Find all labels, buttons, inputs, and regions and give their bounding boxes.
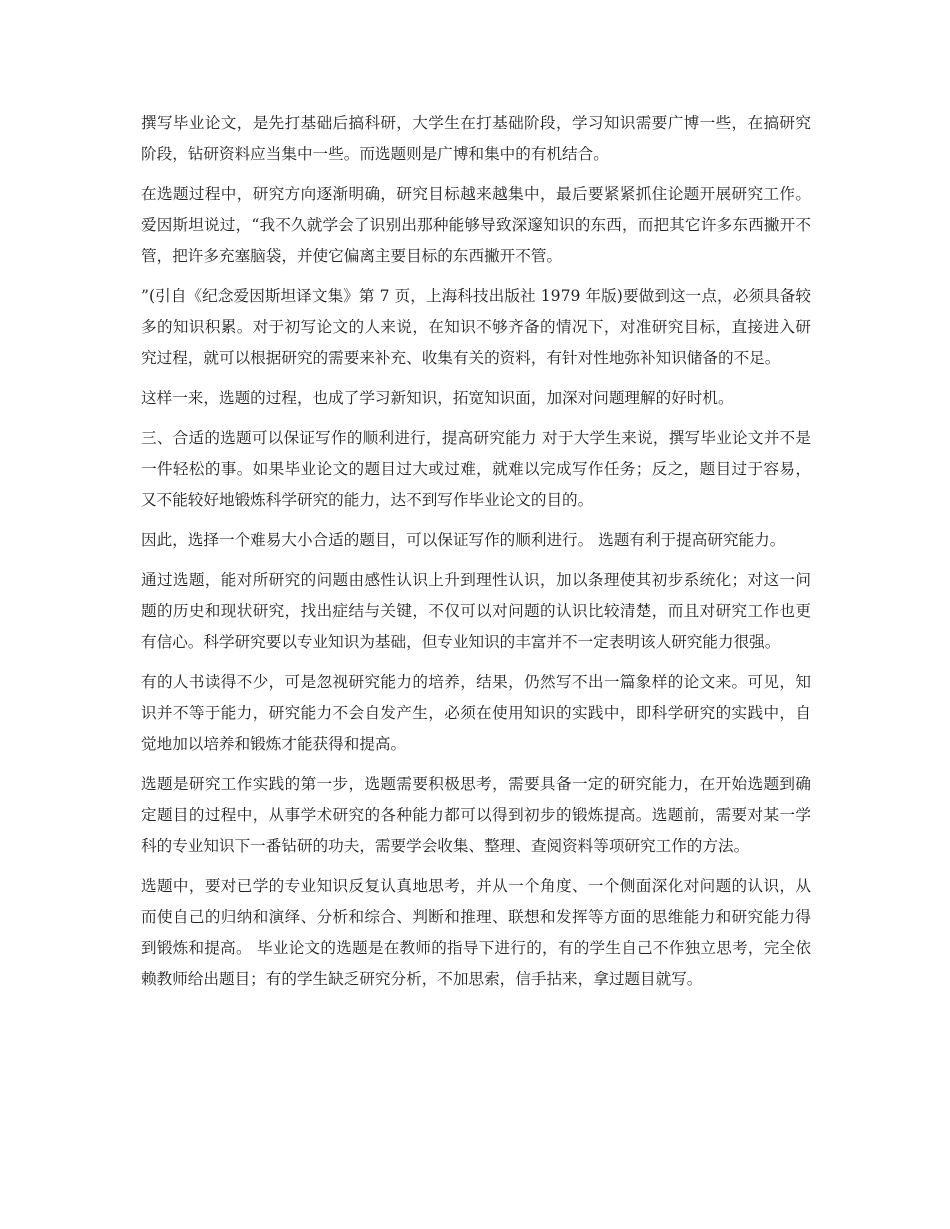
paragraph-2: 在选题过程中，研究方向逐渐明确，研究目标越来越集中，最后要紧紧抓住论题开展研究工作。爱因斯坦说过，“我不久就学会了识别出那种能够导致深邃知识的东西，而把其它许多东西撇开不管，把许多充塞脑袋，并使它偏离主要目标的东西撇开不管。	[141, 185, 811, 265]
paragraph-10: 选题中，要对已学的专业知识反复认真地思考，并从一个角度、一个侧面深化对问题的认识，从而使自己的归纳和演绎、分析和综合、判断和推理、联想和发挥等方面的思维能力和研究能力得到锻炼和提高。 毕业论文的选题是在教师的指导下进行的，有的学生自己不作独立思考，完全依赖教师给出题目；有的学生缺乏研究分析，不加思索，信手拈来，拿过题目就写。	[141, 877, 811, 988]
paragraph-9: 选题是研究工作实践的第一步，选题需要积极思考，需要具备一定的研究能力，在开始选题到确定题目的过程中，从事学术研究的各种能力都可以得到初步的锻炼提高。选题前，需要对某一学科的专业知识下一番钻研的功夫，需要学会收集、整理、查阅资料等项研究工作的方法。	[141, 775, 811, 855]
paragraph-6: 因此，选择一个难易大小合适的题目，可以保证写作的顺利进行。 选题有利于提高研究能力。	[141, 531, 786, 549]
document-body	[141, 108, 811, 1004]
paragraph-1: 撰写毕业论文，是先打基础后搞科研，大学生在打基础阶段，学习知识需要广博一些，在搞研究阶段，钻研资料应当集中一些。而选题则是广博和集中的有机结合。	[141, 114, 811, 163]
paragraph-7: 通过选题，能对所研究的问题由感性认识上升到理性认识，加以条理使其初步系统化；对这一问题的历史和现状研究，找出症结与关键，不仅可以对问题的认识比较清楚，而且对研究工作也更有信心。科学研究要以专业知识为基础，但专业知识的丰富并不一定表明该人研究能力很强。	[141, 571, 811, 651]
paragraph-8: 有的人书读得不少，可是忽视研究能力的培养，结果，仍然写不出一篇象样的论文来。可见，知识并不等于能力，研究能力不会自发产生，必须在使用知识的实践中，即科学研究的实践中，自觉地加以培养和锻炼才能获得和提高。	[141, 673, 811, 753]
paragraph-4: 这样一来，选题的过程，也成了学习新知识，拓宽知识面，加深对问题理解的好时机。	[141, 389, 734, 407]
paragraph-3: ”(引自《纪念爱因斯坦译文集》第 7 页，上海科技出版社 1979 年版)要做到这一点，必须具备较多的知识积累。对于初写论文的人来说，在知识不够齐备的情况下，对准研究目标，直接进入研究过程，就可以根据研究的需要来补充、收集有关的资料，有针对性地弥补知识储备的不足。	[141, 287, 811, 367]
paragraph-5: 三、合适的选题可以保证写作的顺利进行，提高研究能力 对于大学生来说，撰写毕业论文并不是一件轻松的事。如果毕业论文的题目过大或过难，就难以完成写作任务；反之，题目过于容易，又不能较好地锻炼科学研究的能力，达不到写作毕业论文的目的。	[141, 429, 811, 509]
